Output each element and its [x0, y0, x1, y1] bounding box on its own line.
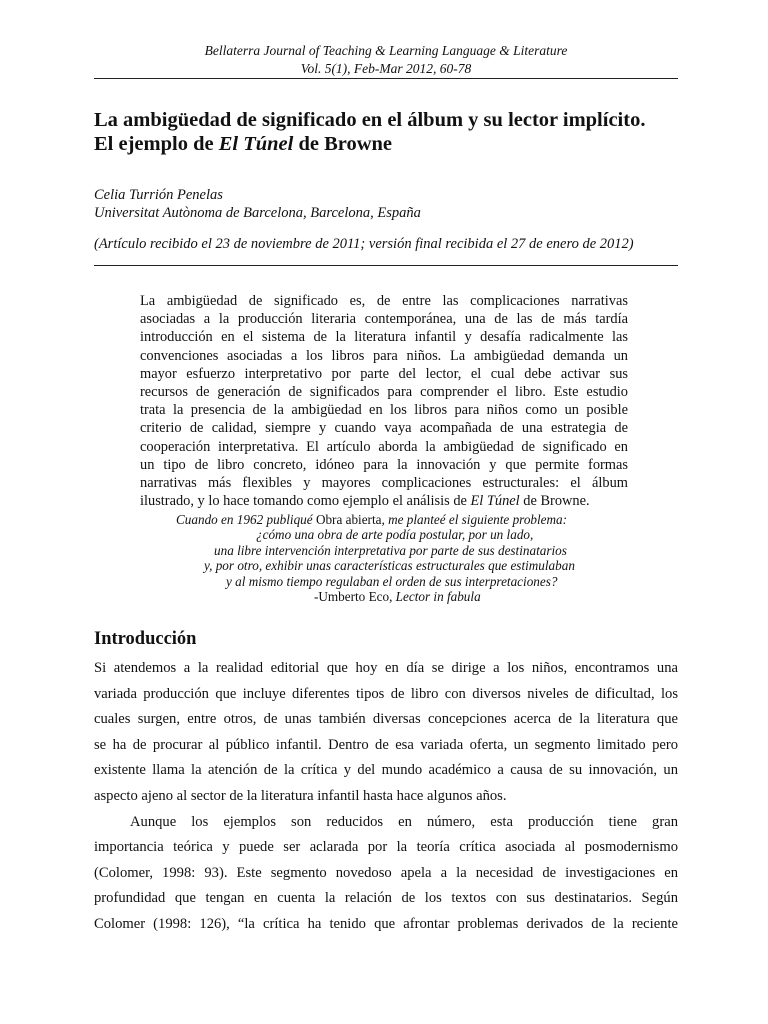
section-heading: Introducción [94, 629, 197, 649]
abstract [140, 292, 628, 510]
epigraph-line [150, 512, 630, 527]
epigraph-attr-b: Lector in fabula [395, 589, 481, 605]
abstract-line-last [140, 492, 628, 510]
abstract-line: convenciones asociadas a los libros para niños. La ambigüedad demanda un [140, 347, 628, 364]
abstract-line: un tipo de libro concreto, idóneo para la innovación y que permite formas [140, 456, 628, 473]
body-line: Aunque los ejemplos son reducidos en número, esta producción tiene gran [130, 813, 678, 830]
body-line: Si atendemos a la realidad editorial que hoy en día se dirige a los niños, encontramos una [94, 660, 678, 676]
author-affiliation: Universitat Autònoma de Barcelona, Barcelona, España [94, 205, 421, 221]
received-dates: (Artículo recibido el 23 de noviembre de 2011; versión final recibida el 27 de enero de 2012) [94, 236, 634, 252]
body-line: existente llama la atención de la crítica y del mundo académico a causa de su innovación, un [94, 762, 678, 779]
abstract-line: narrativas más flexibles y mayores complicaciones estructurales: el álbum [140, 475, 628, 492]
journal-volume: Vol. 5(1), Feb-Mar 2012, 60-78 [300, 61, 472, 76]
epigraph-attr-a: -Umberto Eco, [314, 589, 396, 605]
epigraph-line: ¿cómo una obra de arte podía postular, por un lado, [256, 527, 534, 543]
abstract-line: criterio de calidad, siempre y cuando vaya acompañada de una estrategia de [140, 420, 628, 437]
body-text [94, 656, 678, 938]
title-line-1: La ambigüedad de significado en el álbum y su lector implícito. [94, 109, 646, 131]
body-line: importancia teórica y puede ser aclarada por la teoría crítica asociada al posmodernismo [94, 839, 678, 856]
title-line-2-post: de Browne [293, 133, 393, 155]
abstract-last-italic: El Túnel [470, 493, 520, 510]
header-rule [94, 78, 678, 79]
epigraph-l1-b: Obra abierta [315, 512, 382, 527]
metadata-rule [94, 265, 678, 266]
abstract-last-pre: ilustrado, y lo hace tomando como ejemplo el análisis de [140, 493, 471, 510]
abstract-line: La ambigüedad de significado es, de entre las complicaciones narrativas [140, 293, 628, 309]
title-line-2-italic: El Túnel [218, 133, 294, 155]
body-line: profundidad que tengan en cuenta la relación de los textos con sus destinatarios. Según [94, 890, 678, 907]
body-line: cuales surgen, entre otros, de unas también diversas concepciones acerca de la literatura que [94, 711, 678, 728]
epigraph-line: y al mismo tiempo regulaban el orden de sus interpretaciones? [226, 573, 558, 589]
body-line: aspecto ajeno al sector de la literatura infantil hasta hace algunos años. [94, 787, 507, 804]
abstract-last-post: de Browne. [519, 493, 590, 510]
body-line: variada producción que incluye diferentes tipos de libro con diversos niveles de dificultad, los [94, 685, 678, 702]
abstract-line: recursos de generación de significados para comprender el libro. Este estudio [140, 384, 628, 401]
title-line-2-pre: El ejemplo de [94, 133, 219, 155]
abstract-line: mayor esfuerzo interpretativo por parte del lector, el cual debe activar sus [140, 365, 628, 382]
epigraph-line: y, por otro, exhibir unas características estructurales que estimulaban [204, 558, 575, 574]
epigraph-l1-c: , me planteé el siguiente problema: [381, 512, 568, 527]
abstract-line: trata la presencia de la ambigüedad en los libros para niños como un posible [140, 402, 628, 419]
epigraph-attribution [150, 589, 630, 604]
journal-header [94, 42, 678, 78]
abstract-line: asociadas a la producción literaria contemporánea, una de las de más tardía [140, 311, 628, 328]
abstract-line: introducción en el sistema de la literatura infantil y desafía radicalmente las [140, 329, 628, 346]
author-name: Celia Turrión Penelas [94, 187, 223, 203]
epigraph-line: una libre intervención interpretativa por parte de sus destinatarios [214, 542, 567, 558]
journal-name: Bellaterra Journal of Teaching & Learning Language & Literature [204, 43, 568, 58]
body-line: Colomer (1998: 126), “la crítica ha tenido que afrontar problemas derivados de la reciente [94, 915, 678, 932]
body-line: (Colomer, 1998: 93). Este segmento novedoso apela a la necesidad de investigaciones en [94, 864, 678, 881]
body-line: se ha de procurar al público infantil. Dentro de esa variada oferta, un segmento limitado pero [94, 736, 678, 753]
epigraph-l1-a: Cuando en 1962 publiqué [176, 512, 316, 527]
abstract-line: cooperación interpretativa. El artículo aborda la ambigüedad de significado en [140, 438, 628, 455]
epigraph [150, 512, 630, 604]
article-title [94, 108, 694, 156]
